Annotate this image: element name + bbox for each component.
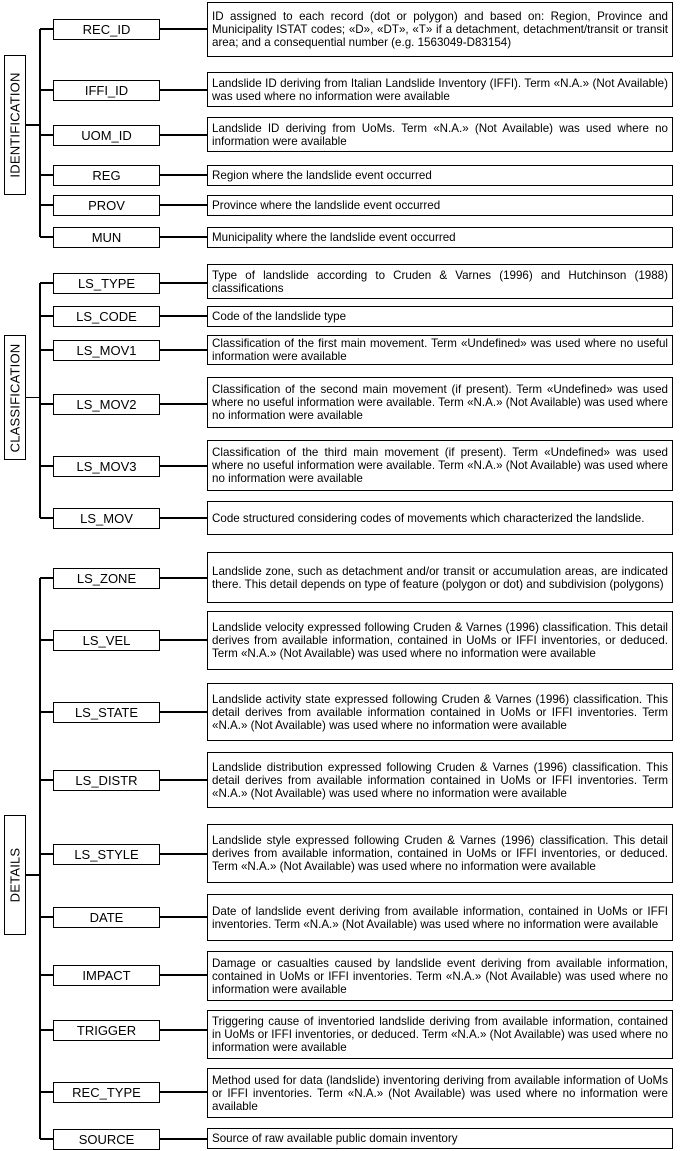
field-description (207, 1068, 673, 1118)
field-connector (160, 465, 207, 467)
field-description-text: Municipality where the landslide event occurred (212, 231, 456, 244)
field-description-text: Region where the landslide event occurred (212, 169, 432, 182)
field-connector (160, 916, 207, 918)
field-ls-mov: LS_MOV (53, 508, 160, 529)
field-description-text: Type of landslide according to Cruden & Varnes (1996) and Hutchinson (1988) classifications (212, 268, 668, 295)
field-connector (160, 236, 207, 238)
branch-line (40, 403, 53, 405)
branch-line (40, 974, 53, 976)
field-description-text: Landslide style expressed following Cruden & Varnes (1996) classification. This detail derives from available information, contained in UoMs or IFFI inventories, or deduced. Term «N.A.» (Not Available) was used where no information were available (212, 834, 668, 873)
field-ls-code: LS_CODE (53, 306, 160, 327)
group-label-text: CLASSIFICATION (7, 343, 23, 452)
field-impact: IMPACT (53, 965, 160, 986)
field-source: SOURCE (53, 1129, 160, 1150)
branch-line (40, 89, 53, 91)
bracket-spine (39, 578, 41, 1139)
field-trigger: TRIGGER (53, 1020, 160, 1041)
field-rec-id: REC_ID (53, 19, 160, 40)
field-ls-type: LS_TYPE (53, 273, 160, 294)
field-description-text: Classification of the third main movement (if present). Term «Undefined» was used where no useful information were available. Term «N.A.» (Not Available) was used where no information were available (212, 446, 668, 485)
field-connector (160, 204, 207, 206)
field-connector (160, 315, 207, 317)
branch-line (40, 1029, 53, 1031)
field-description (207, 195, 673, 216)
field-date: DATE (53, 907, 160, 928)
field-connector (160, 711, 207, 713)
branch-line (40, 465, 53, 467)
field-connector (160, 577, 207, 579)
branch-line (40, 204, 53, 206)
branch-line (40, 174, 53, 176)
group-label-text: DETAILS (7, 847, 23, 903)
branch-line (40, 779, 53, 781)
field-description-text: Landslide zone, such as detachment and/or transit or accumulation areas, are indicated there. This detail depends on type of feature (polygon or dot) and subdivision (polygons) (212, 564, 668, 591)
field-description-text: Source of raw available public domain inventory (212, 1132, 458, 1145)
field-description (207, 501, 673, 535)
field-connector (160, 282, 207, 284)
group-label-identification (4, 55, 26, 195)
field-description-text: Province where the landslide event occurred (212, 199, 441, 212)
field-ls-zone: LS_ZONE (53, 568, 160, 589)
field-description (207, 264, 673, 299)
branch-line (40, 282, 53, 284)
branch-line (40, 349, 53, 351)
field-description (207, 2, 673, 57)
field-description-text: Landslide distribution expressed following Cruden & Varnes (1996) classification. This detail derives from available information contained in UoMs or IFFI inventories. Term «N.A.» (Not Available) was used where no information were available (212, 760, 668, 800)
field-uom-id: UOM_ID (53, 125, 160, 146)
field-description-text: Classification of the second main movement (if present). Term «Undefined» was used where no useful information were available. Term «N.A.» (Not Available) was used where no information were available (212, 383, 668, 422)
branch-line (40, 853, 53, 855)
field-connector (160, 28, 207, 30)
field-description (207, 165, 673, 186)
field-description-text: Triggering cause of inventoried landslide deriving from available information, contained in UoMs or IFFI inventories, or deduced. Term «N.A.» (Not Available) was used where no information were available (212, 1015, 668, 1054)
field-description (207, 306, 673, 327)
field-description (207, 335, 673, 365)
group-label-classification (4, 335, 26, 460)
field-description (207, 824, 673, 883)
field-connector (160, 89, 207, 91)
field-description-text: Classification of the first main movement. Term «Undefined» was used where no useful information were available (212, 337, 668, 363)
field-prov: PROV (53, 195, 160, 216)
field-description (207, 951, 673, 1001)
field-ls-mov2: LS_MOV2 (53, 394, 160, 415)
branch-line (40, 711, 53, 713)
field-description-text: Damage or casualties caused by landslide event deriving from available information, contained in UoMs or IFFI inventories. Term «N.A.» (Not Available) was used where no information were available (212, 956, 668, 996)
field-ls-mov1: LS_MOV1 (53, 340, 160, 361)
field-reg: REG (53, 165, 160, 186)
field-description (207, 227, 673, 248)
field-description-text: Method used for data (landslide) inventoring deriving from available information of UoMs or IFFI inventories. Term «N.A.» (Not Available) was used where no information were available (212, 1073, 668, 1113)
field-connector (160, 1138, 207, 1140)
branch-line (40, 315, 53, 317)
branch-line (40, 236, 53, 238)
field-description (207, 72, 673, 107)
branch-line (40, 517, 53, 519)
field-description (207, 752, 673, 808)
field-rec-type: REC_TYPE (53, 1082, 160, 1103)
field-description-text: Landslide velocity expressed following Cruden & Varnes (1996) classification. This detail derives from available information, contained in UoMs or IFFI inventories, or deduced. Term «N.A.» (Not Available) was used where no information were available (212, 621, 668, 660)
field-connector (160, 174, 207, 176)
bracket-spine (39, 29, 41, 237)
field-ls-state: LS_STATE (53, 702, 160, 723)
field-description (207, 377, 673, 428)
branch-line (40, 916, 53, 918)
field-description (207, 117, 673, 152)
field-description-text: Landslide ID deriving from UoMs. Term «N.A.» (Not Available) was used where no information were available (212, 121, 668, 148)
field-description (207, 1010, 673, 1059)
field-connector (160, 1091, 207, 1093)
field-ls-style: LS_STYLE (53, 844, 160, 865)
field-connector (160, 974, 207, 976)
field-connector (160, 134, 207, 136)
field-description-text: Code structured considering codes of movements which characterized the landslide. (212, 511, 645, 525)
field-description-text: Landslide activity state expressed following Cruden & Varnes (1996) classification. This detail derives from available information contained in UoMs or IFFI inventories. Term «N.A.» (Not Available) was used where no information were available (212, 692, 668, 732)
field-description (207, 1128, 673, 1149)
field-ls-vel: LS_VEL (53, 630, 160, 651)
branch-line (40, 1138, 53, 1140)
branch-line (40, 639, 53, 641)
field-description-text: Landslide ID deriving from Italian Landslide Inventory (IFFI). Term «N.A.» (Not Available) was used where no information were available (212, 76, 668, 103)
field-ls-mov3: LS_MOV3 (53, 456, 160, 477)
branch-line (40, 577, 53, 579)
field-connector (160, 403, 207, 405)
field-description-text: ID assigned to each record (dot or polygon) and based on: Region, Province and Municipality ISTAT codes; «D», «DT», «T» if a detachment, detachment/transit or transit area; and a consequential number (e.g. 1563049-D83154) (212, 10, 668, 49)
branch-line (40, 134, 53, 136)
field-description (207, 440, 673, 491)
group-label-text: IDENTIFICATION (7, 72, 23, 178)
branch-line (40, 28, 53, 30)
group-connector (26, 874, 40, 876)
field-description (207, 611, 673, 670)
field-connector (160, 779, 207, 781)
field-iffi-id: IFFI_ID (53, 80, 160, 101)
field-description-text: Code of the landslide type (212, 310, 347, 323)
field-description-text: Date of landslide event deriving from available information, contained in UoMs or IFFI inventories. Term «N.A.» (Not Available) was used where no information were available (212, 904, 668, 931)
field-ls-distr: LS_DISTR (53, 770, 160, 791)
field-description (207, 894, 673, 941)
field-description (207, 552, 673, 603)
group-label-details (4, 815, 26, 935)
field-connector (160, 1029, 207, 1031)
group-connector (26, 397, 40, 399)
bracket-spine (39, 283, 41, 518)
branch-line (40, 1091, 53, 1093)
group-connector (26, 124, 40, 126)
field-connector (160, 639, 207, 641)
field-mun: MUN (53, 227, 160, 248)
field-connector (160, 517, 207, 519)
field-connector (160, 853, 207, 855)
field-connector (160, 349, 207, 351)
field-description (207, 683, 673, 741)
